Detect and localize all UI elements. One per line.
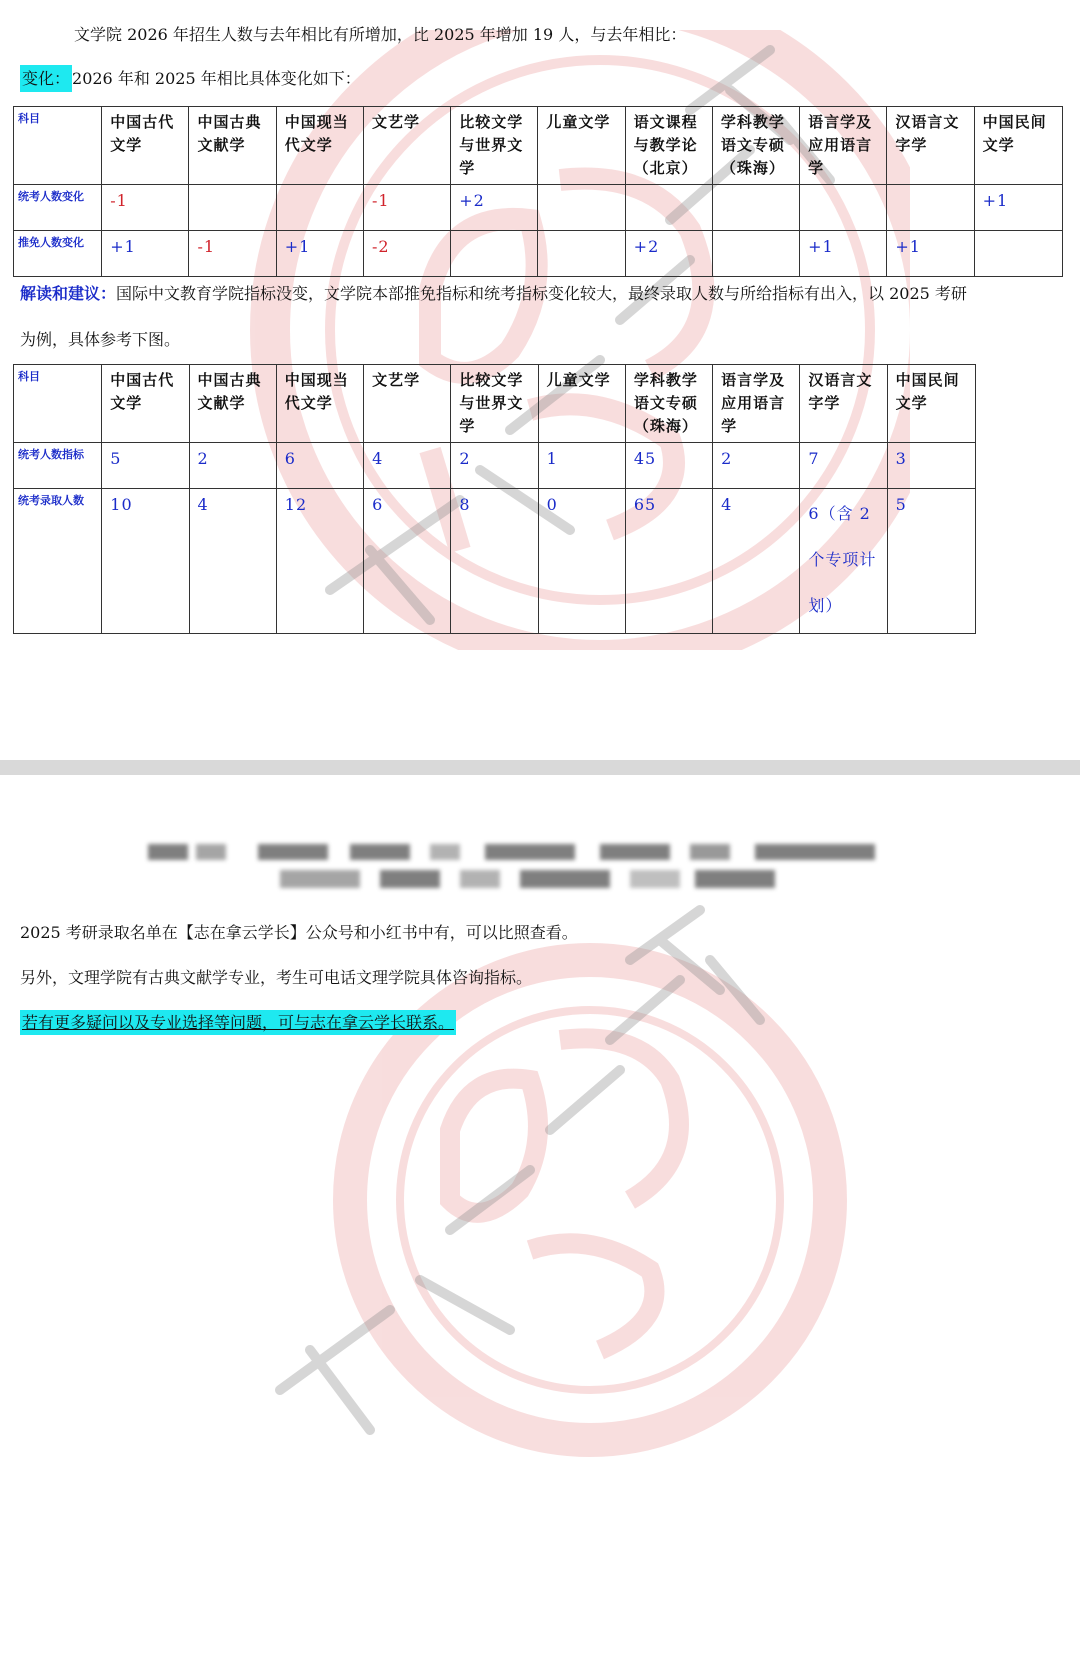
table-header-row [14, 365, 976, 443]
row-label: 统考录取人数 [14, 489, 102, 634]
advice-line-1 [20, 283, 967, 305]
table-cell: 2 [713, 443, 800, 489]
table-cell: +1 [895, 237, 921, 256]
change-text: 2026 年和 2025 年相比具体变化如下： [72, 69, 361, 88]
table-cell: 3 [887, 443, 975, 489]
header-cell: 儿童文学 [538, 107, 625, 185]
header-cell: 比较文学与世界文学 [451, 365, 538, 443]
table-cell: -1 [110, 191, 128, 210]
row-label: 统考人数变化 [14, 185, 102, 231]
table-cell: 7 [800, 443, 887, 489]
header-cell: 儿童文学 [538, 365, 625, 443]
header-cell: 文艺学 [364, 365, 451, 443]
contact-highlight: 若有更多疑问以及专业选择等问题，可与志在拿云学长联系。 [20, 1010, 456, 1035]
page-separator [0, 760, 1080, 775]
table-row [14, 231, 1063, 277]
table-cell: 12 [276, 489, 363, 634]
table-cell: -1 [197, 237, 216, 256]
table-cell: +1 [110, 237, 136, 256]
header-cell: 中国古典文献学 [189, 107, 276, 185]
table-cell: 1 [538, 443, 625, 489]
table-corner-cell: 科目 [14, 365, 102, 443]
header-cell: 学科教学语文专硕（珠海） [625, 365, 712, 443]
document-page-2 [0, 775, 1080, 1658]
table-header-row [14, 107, 1063, 185]
table-cell: 8 [451, 489, 538, 634]
table-cell: +2 [459, 191, 485, 210]
change-label: 变化： [20, 65, 72, 92]
table-cell: +1 [982, 191, 1009, 210]
table-row [14, 443, 976, 489]
header-cell: 中国古代文学 [102, 107, 189, 185]
header-cell: 中国古代文学 [102, 365, 189, 443]
other-college-line: 另外，文理学院有古典文献学专业，考生可电话文理学院具体咨询指标。 [20, 968, 533, 987]
table-cell: 6 [364, 489, 451, 634]
advice-text-1: 国际中文教育学院指标没变，文学院本部推免指标和统考指标变化较大，最终录取人数与所给指标有出入，以 2025 考研 [116, 284, 967, 303]
table-row [14, 489, 976, 634]
advice-line-2: 为例，具体参考下图。 [20, 330, 181, 349]
table-cell: -2 [371, 237, 390, 256]
header-cell: 中国现当代文学 [276, 365, 363, 443]
header-cell: 语言学及应用语言学 [713, 365, 800, 443]
change-line [20, 68, 361, 90]
header-cell: 语言学及应用语言学 [800, 107, 887, 185]
table-cell: 45 [625, 443, 712, 489]
header-cell: 中国民间文学 [887, 365, 975, 443]
admission-table [13, 364, 976, 634]
table-cell: 2 [189, 443, 276, 489]
redacted-heading [140, 838, 940, 898]
row-label: 推免人数变化 [14, 231, 102, 277]
header-cell: 汉语言文字学 [887, 107, 974, 185]
row-label: 统考人数指标 [14, 443, 102, 489]
table-cell: 6（含 2 个专项计划） [800, 489, 887, 634]
header-cell: 汉语言文字学 [800, 365, 887, 443]
table-cell: 10 [102, 489, 189, 634]
table-cell: +1 [808, 237, 834, 256]
table-cell: 2 [451, 443, 538, 489]
header-cell: 文艺学 [363, 107, 450, 185]
table-cell: 5 [102, 443, 189, 489]
header-cell: 中国现当代文学 [276, 107, 363, 185]
header-cell: 中国古典文献学 [189, 365, 276, 443]
contact-line [20, 1012, 456, 1034]
advice-label: 解读和建议： [20, 284, 117, 303]
table-corner-cell: 科目 [14, 107, 102, 185]
header-cell: 语文课程与教学论（北京） [625, 107, 712, 185]
header-cell: 学科教学语文专硕（珠海） [712, 107, 799, 185]
table-cell: 65 [625, 489, 712, 634]
table-row [14, 185, 1063, 231]
header-cell: 比较文学与世界文学 [451, 107, 538, 185]
header-cell: 中国民间文学 [974, 107, 1062, 185]
table-cell: +1 [284, 237, 311, 256]
table-cell: 0 [538, 489, 625, 634]
intro-paragraph: 文学院 2026 年招生人数与去年相比有所增加，比 2025 年增加 19 人，与去年相比： [74, 25, 687, 44]
table-cell: 5 [887, 489, 975, 634]
change-table [13, 106, 1063, 277]
table-cell: 4 [713, 489, 800, 634]
table-cell: 4 [189, 489, 276, 634]
table-cell: 4 [364, 443, 451, 489]
table-cell: -1 [371, 191, 390, 210]
table-cell: +2 [633, 237, 660, 256]
table-cell: 6 [276, 443, 363, 489]
list-link-line: 2025 考研录取名单在【志在拿云学长】公众号和小红书中有，可以比照查看。 [20, 923, 578, 942]
